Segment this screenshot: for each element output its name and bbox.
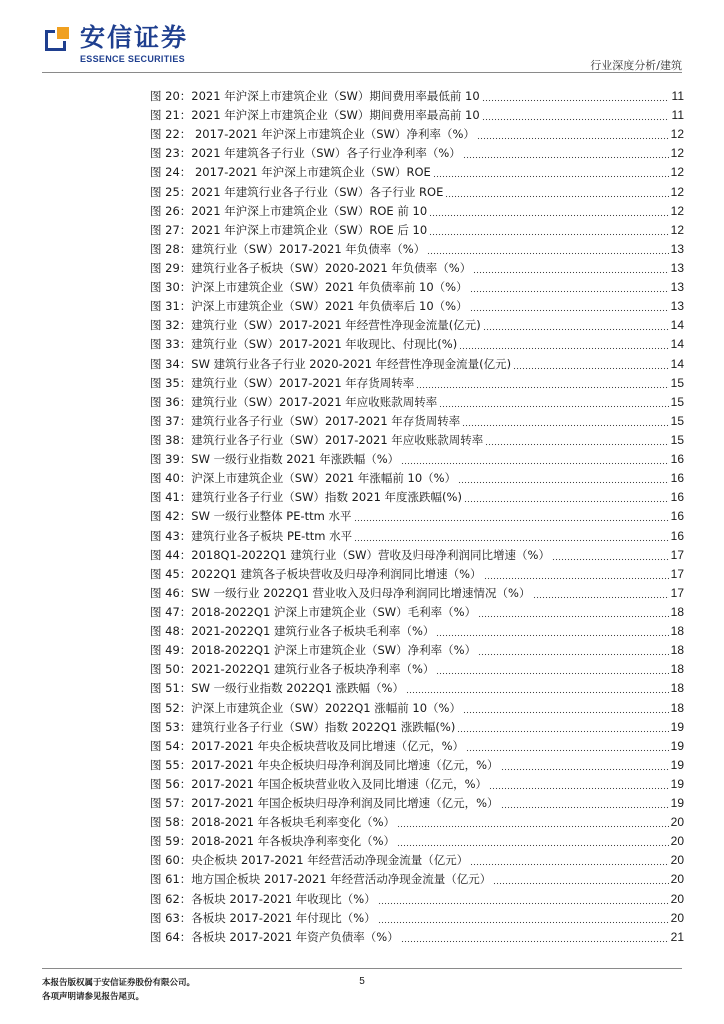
- toc-dot-leader: [436, 625, 669, 637]
- header-divider: [42, 72, 682, 73]
- toc-entry[interactable]: [150, 336, 684, 355]
- toc-entry-page: 20: [670, 891, 684, 906]
- toc-entry-title: 图 55：2017-2021 年央企板块归母净利润及同比增速（亿元，%）: [150, 757, 499, 772]
- toc-entry-title: 图 48：2021-2022Q1 建筑行业各子板块毛利率（%）: [150, 624, 435, 639]
- toc-dot-leader: [354, 510, 670, 522]
- toc-dot-leader: [397, 835, 669, 847]
- toc-dot-leader: [463, 147, 669, 159]
- toc-dot-leader: [462, 415, 669, 427]
- toc-entry-page: 11: [671, 108, 684, 123]
- toc-entry-title: 图 52：沪深上市建筑企业（SW）2022Q1 涨幅前 10（%）: [150, 700, 461, 715]
- toc-entry-title: 图 35：建筑行业（SW）2017-2021 年存货周转率: [150, 375, 415, 390]
- toc-dot-leader: [397, 816, 669, 828]
- toc-entry-title: 图 21：2021 年沪深上市建筑企业（SW）期间费用率最高前 10: [150, 108, 480, 123]
- toc-entry-page: 19: [670, 796, 684, 811]
- toc-entry-title: 图 61：地方国企板块 2017-2021 年经营活动净现金流量（亿元）: [150, 872, 492, 887]
- toc-dot-leader: [470, 300, 669, 312]
- toc-dot-leader: [552, 549, 669, 561]
- toc-entry-title: 图 41：建筑行业各子行业（SW）指数 2021 年度涨跌幅(%): [150, 490, 462, 505]
- toc-entry[interactable]: [150, 547, 684, 566]
- toc-entry-page: 13: [670, 280, 684, 295]
- toc-entry[interactable]: [150, 279, 684, 298]
- page-number: 5: [359, 976, 365, 987]
- toc-entry-page: 20: [670, 853, 684, 868]
- toc-dot-leader: [493, 873, 669, 885]
- toc-entry-title: 图 45：2022Q1 建筑各子板块营收及归母净利润同比增速（%）: [150, 566, 482, 581]
- toc-entry-title: 图 63：各板块 2017-2021 年付现比（%）: [150, 910, 376, 925]
- toc-entry-page: 19: [670, 776, 684, 791]
- toc-entry-title: 图 62：各板块 2017-2021 年收现比（%）: [150, 891, 376, 906]
- toc-entry-page: 18: [670, 681, 684, 696]
- toc-entry[interactable]: [150, 164, 684, 183]
- toc-entry[interactable]: [150, 394, 684, 413]
- toc-dot-leader: [378, 893, 669, 905]
- toc-entry[interactable]: [150, 88, 684, 107]
- toc-entry[interactable]: [150, 432, 684, 451]
- toc-entry[interactable]: [150, 375, 684, 394]
- toc-entry[interactable]: [150, 910, 684, 929]
- toc-entry-page: 12: [670, 165, 684, 180]
- toc-entry-title: 图 50：2021-2022Q1 建筑行业各子板块净利率（%）: [150, 662, 435, 677]
- toc-entry[interactable]: [150, 528, 684, 547]
- toc-entry[interactable]: [150, 776, 684, 795]
- toc-entry[interactable]: [150, 222, 684, 241]
- toc-entry-title: 图 33：建筑行业（SW）2017-2021 年收现比、付现比(%): [150, 337, 458, 352]
- toc-entry-page: 18: [670, 624, 684, 639]
- toc-entry-title: 图 28：建筑行业（SW）2017-2021 年负债率（%）: [150, 241, 426, 256]
- toc-entry-title: 图 49：2018-2022Q1 沪深上市建筑企业（SW）净利率（%）: [150, 643, 477, 658]
- toc-dot-leader: [478, 644, 669, 656]
- toc-dot-leader: [406, 682, 669, 694]
- toc-dot-leader: [433, 166, 669, 178]
- toc-dot-leader: [483, 319, 669, 331]
- toc-dot-leader: [466, 740, 669, 752]
- toc-entry-page: 19: [670, 757, 684, 772]
- toc-entry-title: 图 38：建筑行业各子行业（SW）2017-2021 年应收账款周转率: [150, 432, 484, 447]
- toc-entry-page: 13: [670, 260, 684, 275]
- toc-entry-title: 图 51：SW 一级行业指数 2022Q1 涨跌幅（%）: [150, 681, 404, 696]
- toc-entry-title: 图 59：2018-2021 年各板块净利率变化（%）: [150, 834, 396, 849]
- toc-entry-title: 图 39：SW 一级行业指数 2021 年涨跌幅（%）: [150, 452, 400, 467]
- toc-entry[interactable]: [150, 317, 684, 336]
- toc-dot-leader: [473, 262, 669, 274]
- toc-dot-leader: [436, 663, 669, 675]
- toc-entry-title: 图 40：沪深上市建筑企业（SW）2021 年涨幅前 10（%）: [150, 471, 457, 486]
- toc-dot-leader: [477, 128, 669, 140]
- toc-dot-leader: [533, 587, 670, 599]
- toc-entry-page: 15: [670, 413, 684, 428]
- toc-entry-title: 图 42：SW 一级行业整体 PE-ttm 水平: [150, 509, 352, 524]
- toc-dot-leader: [457, 721, 669, 733]
- toc-entry-title: 图 43：建筑行业各子板块 PE-ttm 水平: [150, 528, 353, 543]
- toc-entry-title: 图 54：2017-2021 年央企板块营收及同比增速（亿元，%）: [150, 738, 465, 753]
- toc-entry[interactable]: [150, 661, 684, 680]
- footer-divider: [42, 968, 682, 969]
- toc-entry[interactable]: [150, 852, 684, 871]
- page-header: [0, 0, 724, 74]
- toc-entry-page: 11: [671, 89, 684, 103]
- toc-entry[interactable]: [150, 623, 684, 642]
- toc-dot-leader: [470, 281, 669, 293]
- toc-entry[interactable]: [150, 298, 684, 317]
- toc-dot-leader: [464, 491, 669, 503]
- toc-entry[interactable]: [150, 107, 684, 126]
- toc-entry-page: 16: [670, 528, 684, 543]
- toc-dot-leader: [354, 530, 669, 542]
- toc-entry-title: 图 31：沪深上市建筑企业（SW）2021 年负债率后 10（%）: [150, 299, 468, 314]
- toc-entry[interactable]: [150, 871, 684, 890]
- figure-list: [150, 88, 684, 948]
- toc-entry[interactable]: [150, 738, 684, 757]
- toc-dot-leader: [482, 90, 669, 102]
- toc-dot-leader: [401, 931, 669, 943]
- toc-entry-page: 12: [670, 203, 684, 218]
- toc-dot-leader: [378, 912, 669, 924]
- toc-entry-page: 13: [670, 241, 684, 256]
- toc-entry[interactable]: [150, 891, 684, 910]
- toc-entry[interactable]: [150, 203, 684, 222]
- toc-entry[interactable]: [150, 585, 684, 604]
- toc-entry-title: 图 58：2018-2021 年各板块毛利率变化（%）: [150, 815, 396, 830]
- toc-entry-page: 12: [670, 222, 684, 237]
- toc-entry-page: 16: [670, 471, 684, 486]
- toc-entry-page: 16: [670, 490, 684, 505]
- toc-entry[interactable]: [150, 604, 684, 623]
- toc-entry-page: 12: [670, 184, 684, 199]
- toc-entry-page: 16: [670, 452, 684, 467]
- toc-entry-page: 17: [670, 547, 684, 562]
- toc-entry-page: 20: [670, 872, 684, 887]
- toc-entry-page: 20: [670, 834, 684, 849]
- toc-entry-title: 图 60：央企板块 2017-2021 年经营活动净现金流量（亿元）: [150, 853, 469, 868]
- toc-entry[interactable]: [150, 795, 684, 814]
- disclaimer-note: 各项声明请参见报告尾页。: [42, 992, 145, 1002]
- report-type-label: 行业深度分析/建筑: [590, 59, 682, 72]
- toc-entry[interactable]: [150, 642, 684, 661]
- toc-dot-leader: [445, 186, 669, 198]
- toc-entry[interactable]: [150, 489, 684, 508]
- toc-entry-title: 图 53：建筑行业各子行业（SW）指数 2022Q1 涨跌幅(%): [150, 719, 456, 734]
- toc-entry[interactable]: [150, 241, 684, 260]
- toc-dot-leader: [501, 797, 669, 809]
- toc-entry[interactable]: [150, 451, 684, 470]
- toc-entry-title: 图 24： 2017-2021 年沪深上市建筑企业（SW）ROE: [150, 165, 431, 180]
- toc-dot-leader: [429, 205, 669, 217]
- copyright-note: 本报告版权属于安信证券股份有限公司。: [42, 978, 196, 988]
- toc-dot-leader: [513, 358, 669, 370]
- toc-entry-title: 图 46：SW 一级行业 2022Q1 营业收入及归母净利润同比增速情况（%）: [150, 585, 531, 600]
- toc-entry-page: 12: [670, 127, 684, 142]
- toc-entry-title: 图 20：2021 年沪深上市建筑企业（SW）期间费用率最低前 10: [150, 89, 480, 103]
- toc-entry-page: 18: [670, 662, 684, 677]
- toc-entry-page: 21: [670, 929, 684, 944]
- toc-entry-title: 图 26：2021 年沪深上市建筑企业（SW）ROE 前 10: [150, 203, 428, 218]
- toc-entry-page: 18: [670, 643, 684, 658]
- toc-entry[interactable]: [150, 757, 684, 776]
- toc-entry-title: 图 27：2021 年沪深上市建筑企业（SW）ROE 后 10: [150, 222, 428, 237]
- toc-entry-page: 14: [670, 318, 684, 333]
- company-logo-english: ESSENCE SECURITIES: [80, 54, 185, 64]
- toc-entry-title: 图 47：2018-2022Q1 沪深上市建筑企业（SW）毛利率（%）: [150, 604, 477, 619]
- toc-entry-page: 19: [670, 738, 684, 753]
- toc-entry-title: 图 37：建筑行业各子行业（SW）2017-2021 年存货周转率: [150, 413, 461, 428]
- toc-entry[interactable]: [150, 566, 684, 585]
- toc-entry-title: 图 23：2021 年建筑各子行业（SW）各子行业净利率（%）: [150, 146, 461, 161]
- toc-dot-leader: [416, 377, 669, 389]
- toc-dot-leader: [478, 606, 669, 618]
- toc-entry-page: 19: [670, 719, 684, 734]
- toc-entry[interactable]: [150, 145, 684, 164]
- toc-dot-leader: [459, 338, 669, 350]
- toc-dot-leader: [429, 224, 669, 236]
- toc-entry-title: 图 34：SW 建筑行业各子行业 2020-2021 年经营性净现金流量(亿元): [150, 356, 512, 371]
- essence-logo-icon: [42, 24, 72, 54]
- toc-entry-page: 15: [670, 375, 684, 390]
- toc-entry-page: 20: [670, 815, 684, 830]
- toc-entry-title: 图 32：建筑行业（SW）2017-2021 年经营性净现金流量(亿元): [150, 318, 481, 333]
- toc-entry-page: 13: [670, 299, 684, 314]
- toc-entry[interactable]: [150, 470, 684, 489]
- toc-entry-page: 18: [670, 700, 684, 715]
- toc-entry[interactable]: [150, 680, 684, 699]
- toc-dot-leader: [463, 702, 669, 714]
- toc-entry[interactable]: [150, 413, 684, 432]
- toc-entry[interactable]: [150, 719, 684, 738]
- toc-entry-page: 12: [670, 146, 684, 161]
- toc-entry-title: 图 25：2021 年建筑行业各子行业（SW）各子行业 ROE: [150, 184, 444, 199]
- toc-entry-page: 15: [670, 394, 684, 409]
- toc-entry[interactable]: [150, 126, 684, 145]
- toc-entry-title: 图 29：建筑行业各子板块（SW）2020-2021 年负债率（%）: [150, 260, 472, 275]
- toc-entry-page: 17: [670, 585, 684, 600]
- toc-entry[interactable]: [150, 700, 684, 719]
- toc-entry-title: 图 22： 2017-2021 年沪深上市建筑企业（SW）净利率（%）: [150, 127, 475, 142]
- toc-dot-leader: [489, 778, 669, 790]
- toc-entry[interactable]: [150, 184, 684, 203]
- toc-entry[interactable]: [150, 260, 684, 279]
- toc-dot-leader: [439, 396, 669, 408]
- toc-dot-leader: [470, 854, 669, 866]
- toc-entry-page: 14: [670, 337, 684, 352]
- toc-entry-title: 图 56：2017-2021 年国企板块营业收入及同比增速（亿元，%）: [150, 776, 488, 791]
- toc-entry-title: 图 36：建筑行业（SW）2017-2021 年应收账款周转率: [150, 394, 438, 409]
- toc-entry[interactable]: [150, 508, 684, 527]
- toc-entry-title: 图 30：沪深上市建筑企业（SW）2021 年负债率前 10（%）: [150, 280, 468, 295]
- toc-dot-leader: [427, 243, 669, 255]
- toc-dot-leader: [501, 759, 669, 771]
- toc-dot-leader: [485, 434, 669, 446]
- toc-entry-page: 18: [670, 604, 684, 619]
- toc-entry-title: 图 57：2017-2021 年国企板块归母净利润及同比增速（亿元，%）: [150, 796, 499, 811]
- toc-dot-leader: [401, 453, 669, 465]
- toc-entry[interactable]: [150, 929, 684, 948]
- toc-entry-page: 16: [670, 509, 684, 524]
- toc-dot-leader: [482, 109, 669, 121]
- toc-dot-leader: [458, 472, 669, 484]
- company-logo-text: 安信证券: [80, 23, 189, 52]
- toc-entry[interactable]: [150, 356, 684, 375]
- toc-entry-page: 14: [670, 356, 684, 371]
- toc-entry-page: 20: [670, 910, 684, 925]
- toc-entry[interactable]: [150, 814, 684, 833]
- toc-entry-title: 图 44：2018Q1-2022Q1 建筑行业（SW）营收及归母净利润同比增速（%）: [150, 547, 550, 562]
- toc-entry-page: 15: [670, 432, 684, 447]
- toc-entry-title: 图 64：各板块 2017-2021 年资产负债率（%）: [150, 929, 399, 944]
- toc-entry-page: 17: [670, 566, 684, 581]
- toc-dot-leader: [484, 568, 669, 580]
- toc-entry[interactable]: [150, 833, 684, 852]
